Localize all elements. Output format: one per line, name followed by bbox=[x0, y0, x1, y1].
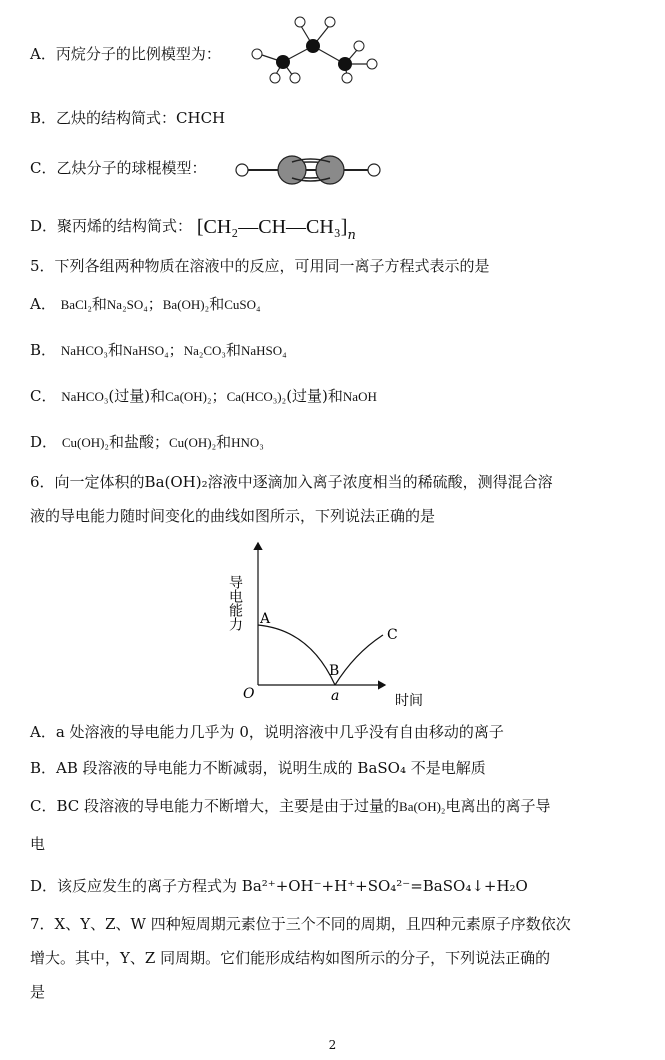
q5-option-c: C． NaHCO₃(过量)和Ca(OH)₂；Ca(HCO₃)₂(过量)和NaOH bbox=[30, 387, 377, 405]
point-b-label: B bbox=[329, 663, 340, 679]
y-axis-label: 导电能力 bbox=[227, 575, 243, 631]
page-number: 2 bbox=[328, 1038, 337, 1052]
question-7-line3: 是 bbox=[30, 983, 46, 1001]
formula-cuso4: CuSO₄ bbox=[224, 297, 261, 312]
option-a-propane: A．丙烷分子的比例模型为： bbox=[30, 45, 221, 63]
point-c-label: C bbox=[387, 627, 398, 643]
polymer-formula: CH₂—CH—CH₃ bbox=[203, 216, 341, 238]
option-d-label: D．聚丙烯的结构简式： bbox=[30, 217, 193, 235]
x-axis-label: 时间 bbox=[395, 693, 423, 709]
curve-ab bbox=[258, 625, 335, 685]
q6-option-a: A．a 处溶液的导电能力几乎为 0，说明溶液中几乎没有自由移动的离子 bbox=[30, 723, 504, 741]
a-label: a bbox=[331, 688, 340, 704]
origin-label: O bbox=[243, 686, 255, 702]
option-d-polypropylene: D．聚丙烯的结构简式： [CH₂—CH—CH₃]n bbox=[30, 216, 356, 243]
acetylene-ball-stick-image bbox=[228, 153, 388, 187]
question-7-line2: 增大。其中，Y、Z 同周期。它们能形成结构如图所示的分子，下列说法正确的 bbox=[30, 949, 551, 967]
q6-option-b: B．AB 段溶液的导电能力不断减弱，说明生成的 BaSO₄ 不是电解质 bbox=[30, 759, 486, 777]
q5-option-a: A． BaCl₂和Na₂SO₄；Ba(OH)₂和CuSO₄ bbox=[30, 295, 261, 313]
question-5: 5．下列各组两种物质在溶液中的反应，可用同一离子方程式表示的是 bbox=[30, 257, 490, 275]
option-c-acetylene-model: C．乙炔分子的球棍模型： bbox=[30, 159, 207, 177]
option-b-acetylene: B．乙炔的结构简式：CHCH bbox=[30, 109, 226, 127]
q5-option-d: D． Cu(OH)₂和盐酸；Cu(OH)₂和HNO₃ bbox=[30, 433, 264, 451]
polymer-n: n bbox=[347, 228, 356, 243]
formula-bacl2: BaCl₂ bbox=[60, 297, 92, 312]
point-a-label: A bbox=[260, 611, 271, 627]
propane-model-image bbox=[245, 14, 385, 84]
question-6-line1: 6．向一定体积的Ba(OH)₂溶液中逐滴加入离子浓度相当的稀硫酸，测得混合溶 bbox=[30, 473, 553, 491]
formula-na2so4: Na₂SO₄ bbox=[106, 297, 148, 312]
question-7-line1: 7．X、Y、Z、W 四种短周期元素位于三个不同的周期，且四种元素原子序数依次 bbox=[30, 915, 571, 933]
formula-baoh2: Ba(OH)₂ bbox=[162, 297, 210, 312]
q6-option-c-cont: 电 bbox=[30, 835, 46, 853]
q6-option-d: D．该反应发生的离子方程式为 Ba²⁺+OH⁻+H⁺+SO₄²⁻=BaSO₄↓+H₂O bbox=[30, 877, 528, 895]
question-6-line2: 液的导电能力随时间变化的曲线如图所示，下列说法正确的是 bbox=[30, 507, 436, 525]
conductivity-chart bbox=[225, 535, 445, 710]
q6-option-c: C．BC 段溶液的导电能力不断增大，主要是由于过量的Ba(OH)₂电离出的离子导 bbox=[30, 797, 551, 815]
curve-bc bbox=[335, 635, 383, 685]
q5-option-b: B． NaHCO₃和NaHSO₄；Na₂CO₃和NaHSO₄ bbox=[30, 341, 287, 359]
